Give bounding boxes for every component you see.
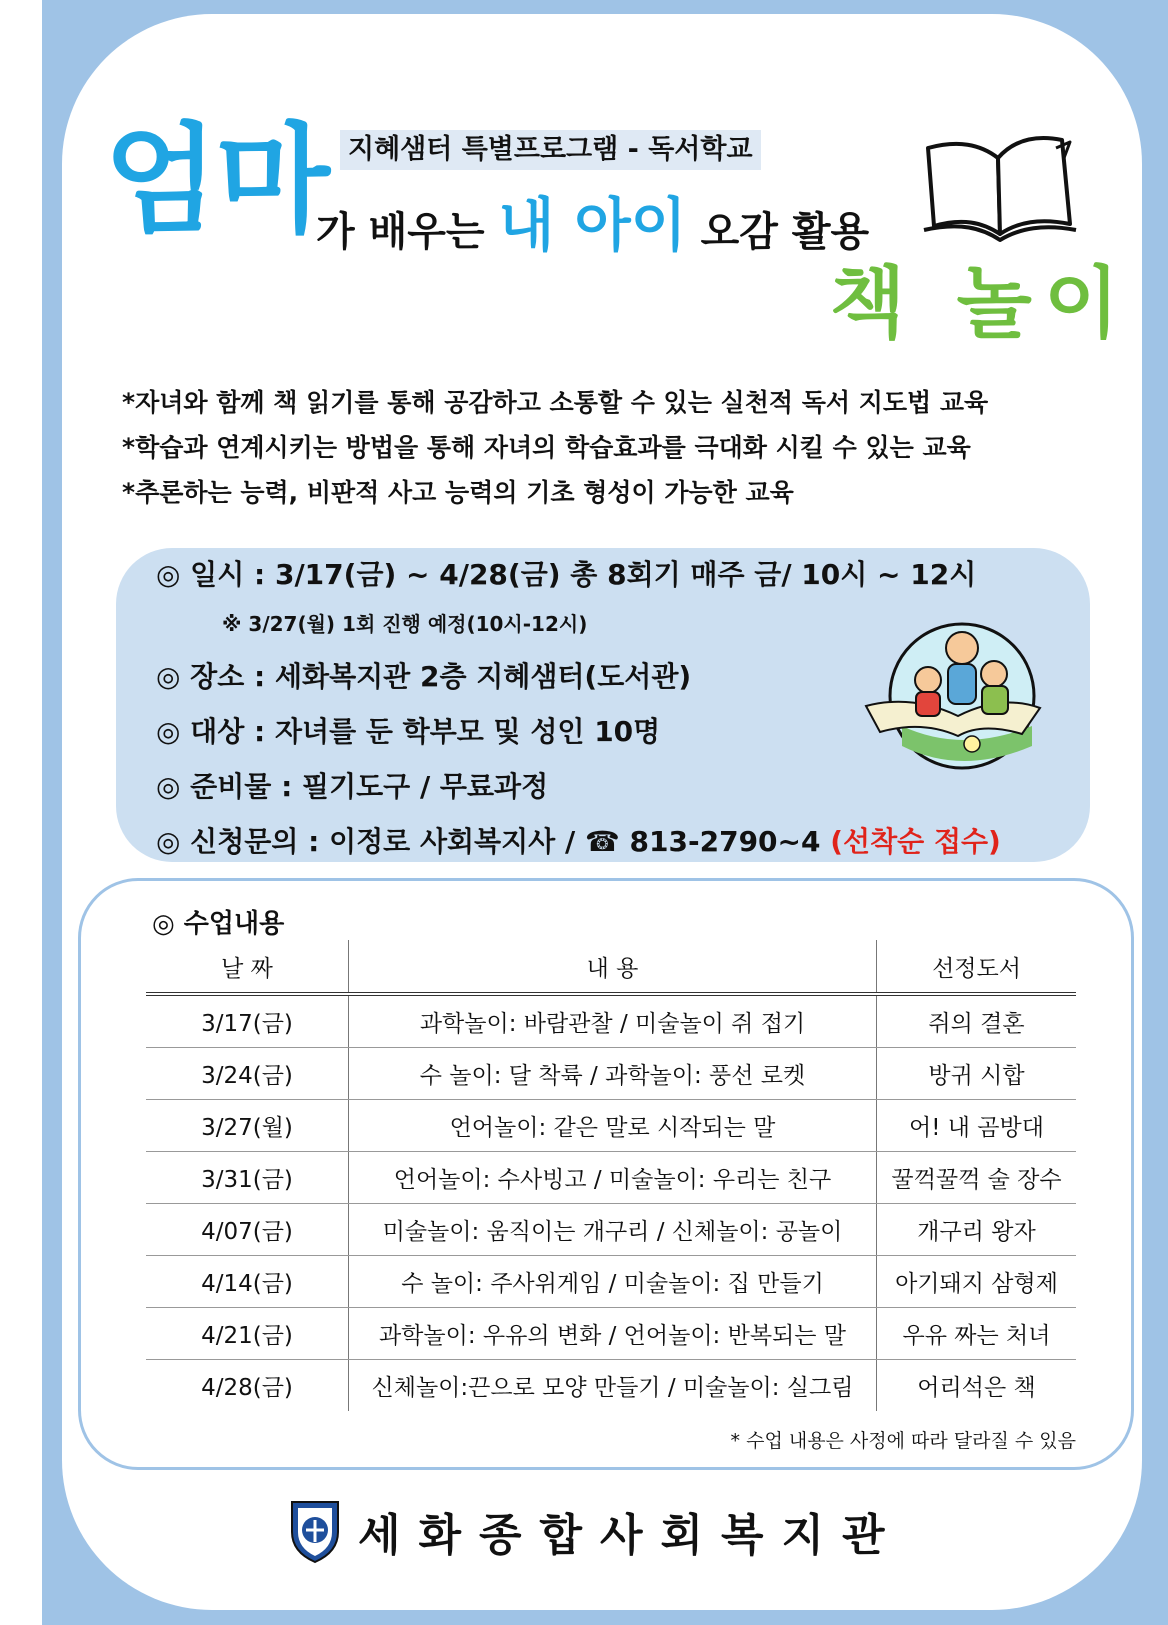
cell-content: 언어놀이: 같은 말로 시작되는 말 <box>349 1100 877 1152</box>
cell-date: 4/28(금) <box>201 1375 293 1401</box>
headline-part2: 오감 활용 <box>686 209 870 255</box>
info-target: ◎ 대상 : 자녀를 둔 학부모 및 성인 10명 <box>156 715 661 748</box>
cell-date: 4/14(금) <box>146 1256 349 1308</box>
description-1: *자녀와 함께 책 읽기를 통해 공감하고 소통할 수 있는 실천적 독서 지도법 교육 <box>122 388 989 417</box>
info-place: ◎ 장소 : 세화복지관 2층 지혜샘터(도서관) <box>156 660 692 693</box>
cell-book: 어! 내 곰방대 <box>877 1100 1077 1152</box>
schedule-footnote: * 수업 내용은 사정에 따라 달라질 수 있음 <box>730 1430 1076 1452</box>
table-row <box>146 1308 1076 1360</box>
info-datetime: ◎ 일시 : 3/17(금) ~ 4/28(금) 총 8회기 매주 금/ 10시 ~ 12시 <box>156 558 977 591</box>
column-header-book: 선정도서 <box>877 940 1077 994</box>
organization-footer <box>288 1498 903 1564</box>
program-descriptions <box>122 380 988 515</box>
schedule-table <box>146 940 1076 1411</box>
cell-date: 4/21(금) <box>146 1308 349 1360</box>
table-row <box>146 994 1076 1048</box>
cell-book: 방귀 시합 <box>877 1048 1077 1100</box>
cell-book: 아기돼지 삼형제 <box>877 1256 1077 1308</box>
info-contact <box>156 820 1001 860</box>
cell-book: 쥐의 결혼 <box>877 994 1077 1048</box>
cell-book: 꿀꺽꿀꺽 술 장수 <box>877 1152 1077 1204</box>
cell-content: 수 놀이: 달 착륙 / 과학놀이: 풍선 로켓 <box>349 1048 877 1100</box>
cell-date: 3/27(월) <box>146 1100 349 1152</box>
headline-highlight: 내 아이 <box>498 191 687 259</box>
cell-book: 개구리 왕자 <box>877 1204 1077 1256</box>
column-header-content: 내 용 <box>349 940 877 994</box>
cell-content: 과학놀이: 우유의 변화 / 언어놀이: 반복되는 말 <box>349 1308 877 1360</box>
table-header-row <box>146 940 1076 994</box>
cell-date: 4/07(금) <box>146 1204 349 1256</box>
organization-emblem <box>288 1498 342 1564</box>
cell-content: 미술놀이: 움직이는 개구리 / 신체놀이: 공놀이 <box>349 1204 877 1256</box>
main-title: 책 놀이 <box>830 259 1132 349</box>
cell-content: 신체놀이:끈으로 모양 만들기 / 미술놀이: 실그림 <box>349 1360 877 1412</box>
schedule-title: ◎ 수업내용 <box>152 909 285 939</box>
description-2: *학습과 연계시키는 방법을 통해 자녀의 학습효과를 극대화 시킬 수 있는 교육 <box>122 433 971 462</box>
first-come-badge: (선착순 접수) <box>830 825 1001 858</box>
table-row <box>146 1100 1076 1152</box>
title-umma: 엄마 <box>104 111 328 249</box>
table-row <box>146 1256 1076 1308</box>
description-3: *추론하는 능력, 비판적 사고 능력의 기초 형성이 가능한 교육 <box>122 478 794 507</box>
info-contact-text: ◎ 신청문의 : 이정로 사회복지사 / ☎ 813-2790~4 <box>156 825 831 858</box>
cell-book: 우유 짜는 처녀 <box>877 1308 1077 1360</box>
cell-date: 3/24(금) <box>146 1048 349 1100</box>
headline-part1: 가 배우는 <box>316 209 499 255</box>
book-icon <box>920 118 1080 248</box>
info-note: ※ 3/27(월) 1회 진행 예정(10시-12시) <box>222 612 588 636</box>
cell-content: 수 놀이: 주사위게임 / 미술놀이: 집 만들기 <box>349 1256 877 1308</box>
kids-reading-illustration <box>862 616 1042 776</box>
cell-content: 과학놀이: 바람관찰 / 미술놀이 쥐 접기 <box>349 994 877 1048</box>
headline <box>316 192 869 265</box>
table-row <box>146 1152 1076 1204</box>
cell-book: 어리석은 책 <box>877 1360 1077 1412</box>
table-row <box>146 1048 1076 1100</box>
info-supplies: ◎ 준비물 : 필기도구 / 무료과정 <box>156 770 549 803</box>
cell-content: 언어놀이: 수사빙고 / 미술놀이: 우리는 친구 <box>349 1152 877 1204</box>
organization-name: 세화종합사회복지관 <box>358 1510 903 1561</box>
table-row <box>146 1360 1076 1412</box>
program-subtitle: 지혜샘터 특별프로그램 - 독서학교 <box>340 130 761 170</box>
cell-date: 3/17(금) <box>146 994 349 1048</box>
cell-date: 3/31(금) <box>146 1152 349 1204</box>
table-row <box>146 1204 1076 1256</box>
column-header-date: 날 짜 <box>146 940 349 994</box>
